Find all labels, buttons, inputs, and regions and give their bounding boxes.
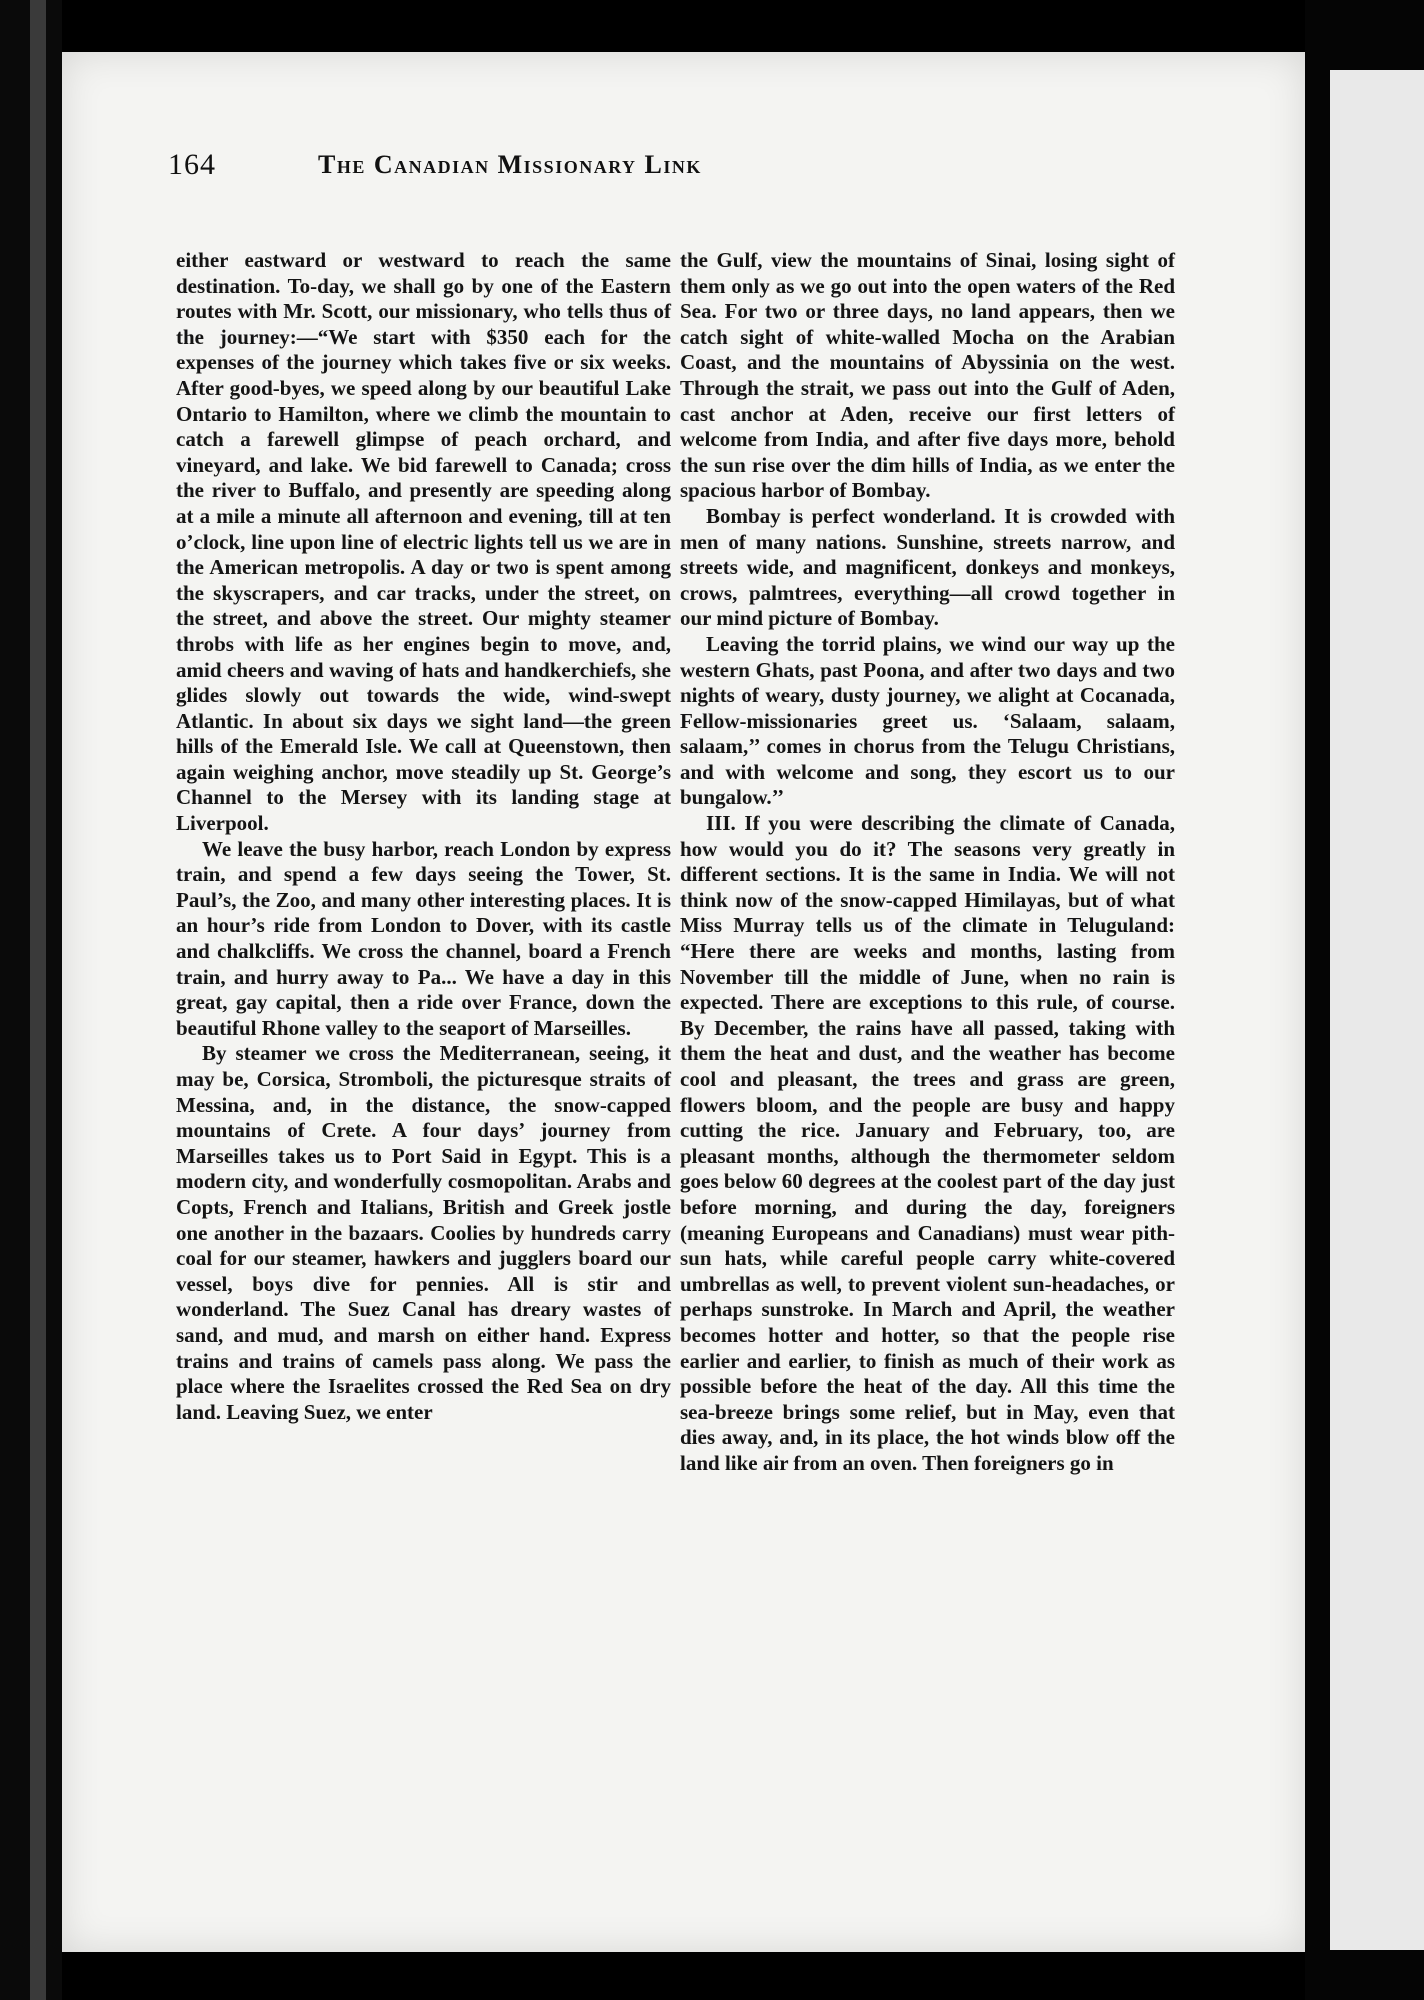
running-header: [168, 148, 1124, 188]
paragraph: We leave the busy harbor, reach London by express train, and spend a few days seeing the Tower, St. Paul’s, the Zoo, and many other interesting places. It is an hour’s ride from London to Dover, with its castle and chalkcliffs. We cross the channel, board a French train, and hurry away to Pa... We have a day in this great, gay capital, then a ride over France, down the beautiful Rhone valley to the seaport of Marseilles.: [176, 836, 671, 1040]
page-number: 164: [168, 148, 216, 181]
paragraph: By steamer we cross the Mediterranean, seeing, it may be, Corsica, Stromboli, the picturesque straits of Messina, and, in the distance, the snow-capped mountains of Crete. A four days’ journey from Marseilles takes us to Port Said in Egypt. This is a modern city, and wonderfully cosmopolitan. Arabs and Copts, French and Italians, British and Greek jostle one another in the bazaars. Coolies by hundreds carry coal for our steamer, hawkers and jugglers board our vessel, boys dive for pennies. All is stir and wonderland. The Suez Canal has dreary wastes of sand, and mud, and marsh on either hand. Express trains and trains of camels pass along. We pass the place where the Israelites crossed the Red Sea on dry land. Leaving Suez, we enter: [176, 1041, 671, 1424]
paragraph: Bombay is perfect wonderland. It is crowded with men of many nations. Sunshine, streets narrow, and streets wide, and magnificent, donkeys and monkeys, crows, palmtrees, everything—all crowd together in our mind picture of Bombay.: [680, 503, 1175, 631]
right-column: [680, 248, 1175, 1477]
film-border-stripe: [30, 0, 46, 2000]
paragraph: either eastward or westward to reach the same destination. To-day, we shall go by one of the Eastern routes with Mr. Scott, our missionary, who tells thus of the journey:—“We start with $350 each for the expenses of the journey which takes five or six weeks. After good-byes, we speed along by our beautiful Lake Ontario to Hamilton, where we climb the mountain to catch a farewell glimpse of peach orchard, and vineyard, and lake. We bid farewell to Canada; cross the river to Buffalo, and presently are speeding along at a mile a minute all afternoon and evening, till at ten o’clock, line upon line of electric lights tell us we are in the American metropolis. A day or two is spent among the skyscrapers, and car tracks, under the street, on the street, and above the street. Our mighty steamer throbs with life as her engines begin to move, and, amid cheers and waving of hats and handkerchiefs, she glides slowly out towards the wide, wind-swept Atlantic. In about six days we sight land—the green hills of the Emerald Isle. We call at Queenstown, then again weighing anchor, move steadily up St. George’s Channel to the Mersey with its landing stage at Liverpool.: [176, 248, 671, 836]
paragraph: III. If you were describing the climate of Canada, how would you do it? The seasons very greatly in different sections. It is the same in India. We will not think now of the snow-capped Himilayas, but of what Miss Murray tells us of the climate in Teluguland: “Here there are weeks and months, lasting from November till the middle of June, when no rain is expected. There are exceptions to this rule, of course. By December, the rains have all passed, taking with them the heat and dust, and the weather has become cool and pleasant, the trees and grass are green, flowers bloom, and the people are busy and happy cutting the rice. January and February, too, are pleasant months, although the thermometer seldom goes below 60 degrees at the coolest part of the day just before morning, and during the day, foreigners (meaning Europeans and Canadians) must wear pith-sun hats, while careful people carry white-covered umbrellas as well, to prevent violent sun-headaches, or perhaps sunstroke. In March and April, the weather becomes hotter and hotter, so that the people rise earlier and earlier, to finish as much of their work as possible before the heat of the day. All this time the sea-breeze brings some relief, but in May, even that dies away, and, in its place, the hot winds blow off the land like air from an oven. Then foreigners go in: [680, 811, 1175, 1475]
left-column: [176, 248, 671, 1425]
journal-title: The Canadian Missionary Link: [318, 150, 702, 179]
paragraph: Leaving the torrid plains, we wind our way up the western Ghats, past Poona, and after two days and two nights of weary, dusty journey, we alight at Cocanada, Fellow-missionaries greet us. ‘Salaam, salaam, salaam,’’ comes in chorus from the Telugu Christians, and with welcome and song, they escort us to our bungalow.’’: [680, 631, 1175, 810]
paragraph: the Gulf, view the mountains of Sinai, losing sight of them only as we go out into the open waters of the Red Sea. For two or three days, no land appears, then we catch sight of white-walled Mocha on the Arabian Coast, and the mountains of Abyssinia on the west. Through the strait, we pass out into the Gulf of Aden, cast anchor at Aden, receive our first letters of welcome from India, and after five days more, behold the sun rise over the dim hills of India, as we enter the spacious harbor of Bombay.: [680, 248, 1175, 503]
adjacent-page-edge: [1330, 70, 1424, 1950]
